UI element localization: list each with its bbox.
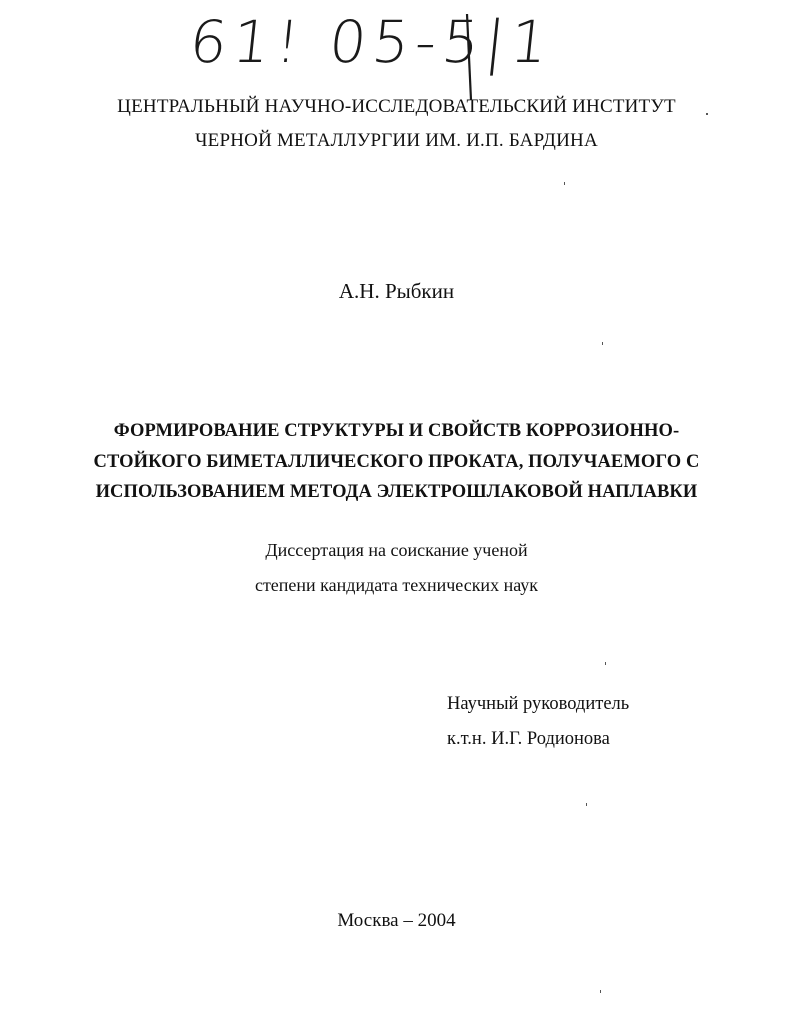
institution-line-2: ЧЕРНОЙ МЕТАЛЛУРГИИ ИМ. И.П. БАРДИНА [195,130,598,151]
scan-speck [564,182,565,185]
scan-speck [600,990,601,993]
supervisor-label: Научный руководитель [447,694,630,714]
scan-speck [605,662,606,665]
supervisor-name: к.т.н. И.Г. Родионова [447,729,610,749]
scan-speck [602,342,603,345]
scan-speck [586,803,587,806]
title-line-3: ИСПОЛЬЗОВАНИЕМ МЕТОДА ЭЛЕКТРОШЛАКОВОЙ НАПЛАВКИ [95,482,698,502]
title-line-2: СТОЙКОГО БИМЕТАЛЛИЧЕСКОГО ПРОКАТА, ПОЛУЧАЕМОГО С [93,452,700,472]
institution-line-1: ЦЕНТРАЛЬНЫЙ НАУЧНО-ИССЛЕДОВАТЕЛЬСКИЙ ИНСТИТУТ [117,96,676,117]
handwritten-archive-note: 61! 05-5|1 [186,8,558,76]
dissertation-line-1: Диссертация на соискание ученой [265,540,528,560]
place-and-year: Москва – 2004 [337,910,456,931]
author-name: А.Н. Рыбкин [338,279,455,303]
dissertation-line-2: степени кандидата технических наук [254,575,539,595]
title-line-1: ФОРМИРОВАНИЕ СТРУКТУРЫ И СВОЙСТВ КОРРОЗИОННО- [113,421,680,441]
scan-speck [706,113,708,115]
